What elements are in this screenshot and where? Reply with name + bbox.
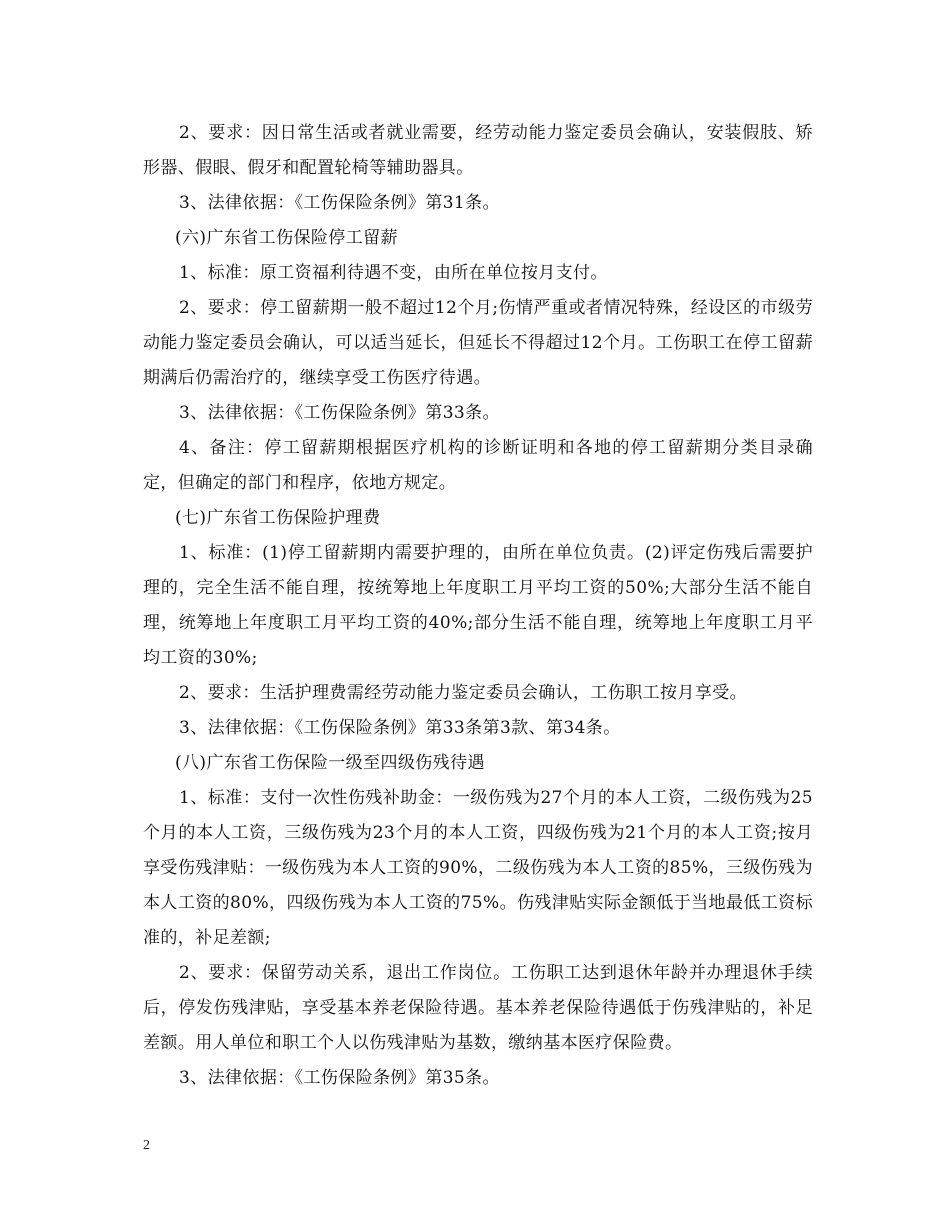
paragraph-standard-nursing: 1、标准：(1)停工留薪期内需要护理的，由所在单位负责。(2)评定伤残后需要护理的，完全生活不能自理，按统筹地上年度职工月平均工资的50%;大部分生活不能自理，统筹地上年度职工月平均工资的40%;部分生活不能自理，统筹地上年度职工月平均工资的30%; (143, 543, 813, 668)
paragraph-legal-basis-35: 3、法律依据：《工伤保险条例》第35条。 (179, 1068, 500, 1088)
paragraph-standard-salary: 1、标准：原工资福利待遇不变，由所在单位按月支付。 (179, 263, 608, 283)
paragraph-legal-basis-33-34: 3、法律依据：《工伤保险条例》第33条第3款、第34条。 (179, 718, 621, 738)
section-heading-7: (七)广东省工伤保险护理费 (175, 508, 381, 528)
paragraph-requirement-assistive-devices: 2、要求：因日常生活或者就业需要，经劳动能力鉴定委员会确认，安装假肢、矫形器、假眼、假牙和配置轮椅等辅助器具。 (143, 123, 813, 178)
document-body (143, 116, 813, 1096)
section-heading-6: (六)广东省工伤保险停工留薪 (175, 228, 398, 248)
paragraph-standard-disability: 1、标准：支付一次性伤残补助金：一级伤残为27个月的本人工资，二级伤残为25个月的本人工资，三级伤残为23个月的本人工资，四级伤残为21个月的本人工资;按月享受伤残津贴：一级伤残为本人工资的90%，二级伤残为本人工资的85%，三级伤残为本人工资的80%，四级伤残为本人工资的75%。伤残津贴实际金额低于当地最低工资标准的，补足差额; (143, 788, 813, 948)
page-number: 2 (143, 1138, 150, 1153)
paragraph-legal-basis-33: 3、法律依据：《工伤保险条例》第33条。 (179, 403, 500, 423)
paragraph-requirement-nursing: 2、要求：生活护理费需经劳动能力鉴定委员会确认，工伤职工按月享受。 (179, 683, 748, 703)
paragraph-legal-basis-31: 3、法律依据：《工伤保险条例》第31条。 (179, 193, 500, 213)
paragraph-requirement-leave-period: 2、要求：停工留薪期一般不超过12个月;伤情严重或者情况特殊，经设区的市级劳动能力鉴定委员会确认，可以适当延长，但延长不得超过12个月。工伤职工在停工留薪期满后仍需治疗的，继续享受工伤医疗待遇。 (143, 298, 813, 388)
paragraph-remark: 4、备注：停工留薪期根据医疗机构的诊断证明和各地的停工留薪期分类目录确定，但确定的部门和程序，依地方规定。 (143, 438, 813, 493)
paragraph-requirement-disability: 2、要求：保留劳动关系，退出工作岗位。工伤职工达到退休年龄并办理退休手续后，停发伤残津贴，享受基本养老保险待遇。基本养老保险待遇低于伤残津贴的，补足差额。用人单位和职工个人以伤残津贴为基数，缴纳基本医疗保险费。 (143, 963, 813, 1053)
section-heading-8: (八)广东省工伤保险一级至四级伤残待遇 (175, 753, 485, 773)
